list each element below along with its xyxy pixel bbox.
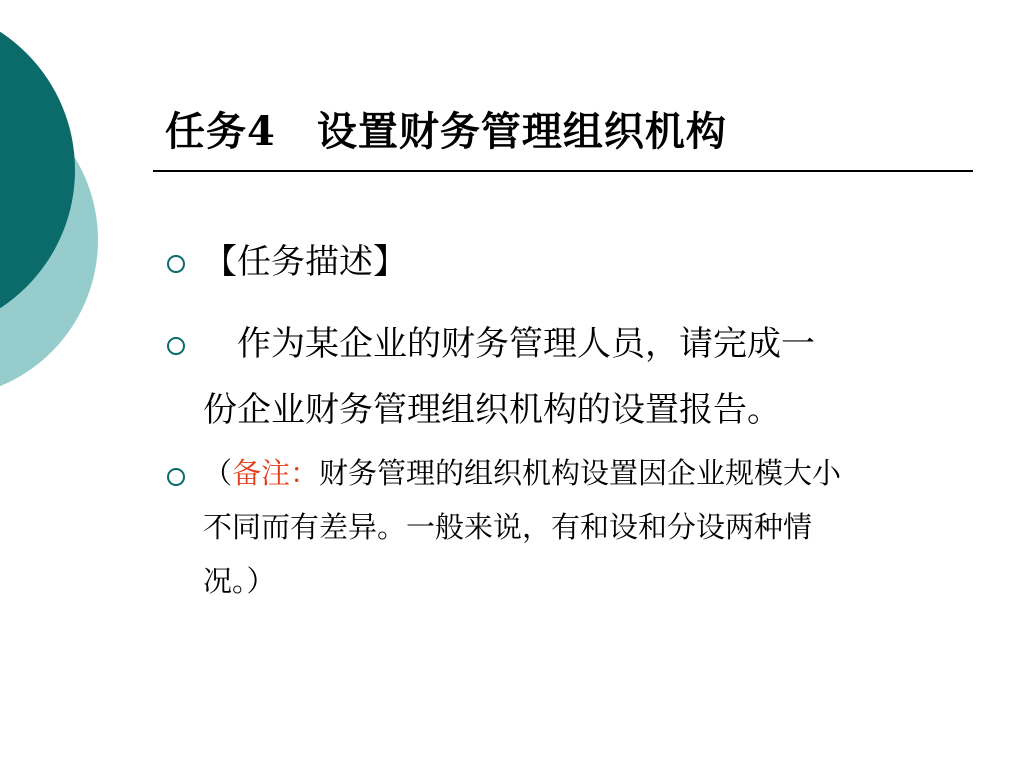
task-paragraph-line-2: 份企业财务管理组织机构的设置报告。: [203, 390, 781, 430]
note-text: 财务管理的组织机构设置因企业规模大小: [319, 456, 842, 490]
bullet-circle-icon: [167, 337, 185, 355]
note-line-1: [203, 446, 841, 500]
note-label: 备注：: [232, 456, 320, 490]
decorative-circles: [0, 0, 110, 420]
bullet-circle-icon: [167, 468, 185, 486]
note-line-2: 不同而有差异。一般来说，有和设和分设两种情: [203, 510, 813, 544]
note-line-3: 况。）: [203, 564, 276, 598]
task-paragraph-line-1: 作为某企业的财务管理人员，请完成一: [203, 324, 815, 364]
bullet-circle-icon: [167, 255, 185, 273]
task-description-heading: 【任务描述】: [203, 242, 407, 282]
note-open-paren: （: [203, 456, 233, 490]
slide-title: 任务4 设置财务管理组织机构: [165, 108, 727, 155]
title-divider: [153, 170, 973, 172]
